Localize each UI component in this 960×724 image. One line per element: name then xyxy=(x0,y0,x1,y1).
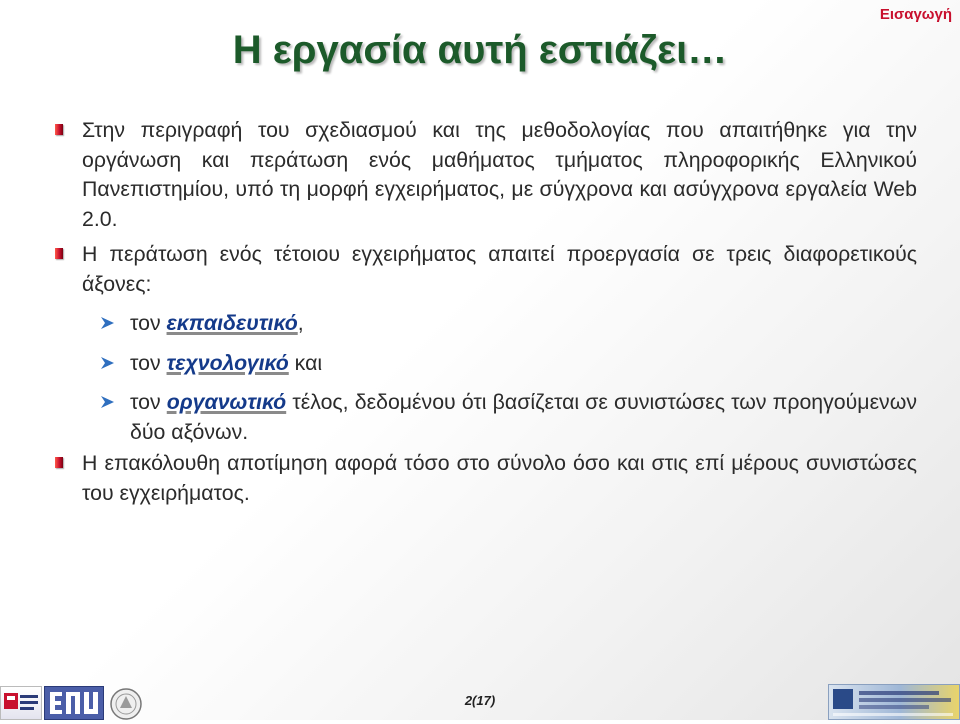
sub-bullet-prefix: τον xyxy=(130,350,167,375)
sub-bullet-item-3 xyxy=(82,388,917,447)
square-bullet-icon xyxy=(55,124,63,135)
sub-bullet-prefix: τον xyxy=(130,390,167,414)
sub-bullet-suffix: , xyxy=(297,311,304,335)
sub-bullet-suffix: και xyxy=(288,350,323,375)
sub-bullet-list xyxy=(82,309,917,447)
conference-banner-icon xyxy=(829,685,959,719)
conference-banner xyxy=(828,684,960,720)
arrow-bullet-icon xyxy=(100,356,115,370)
sub-bullet-item-1 xyxy=(82,309,917,339)
bullet-text: Στην περιγραφή του σχεδιασμού και της μεθοδολογίας που απαιτήθηκε για την οργάνωση και περάτωση ενός μαθήματος τμήματος πληροφορικής Ελληνικού Πανεπιστημίου, υπό τη μορφή εγχειρήματος, με σύγχρονα και ασύγχρονα εργαλεία Web 2.0. xyxy=(82,118,917,231)
arrow-bullet-icon xyxy=(100,395,115,409)
bullet-text: Η περάτωση ενός τέτοιου εγχειρήματος απαιτεί προεργασία σε τρεις διαφορετικούς άξονες: xyxy=(82,242,917,296)
square-bullet-icon xyxy=(55,457,63,468)
sub-bullet-item-2 xyxy=(82,349,917,379)
bullet-text: Η επακόλουθη αποτίμηση αφορά τόσο στο σύνολο όσο και στις επί μέρους συνιστώσες του εγχειρήματος. xyxy=(82,451,917,505)
square-bullet-icon xyxy=(55,248,63,259)
bullet-item-3 xyxy=(55,449,917,508)
sub-bullet-emphasis: τεχνολογικό xyxy=(166,350,289,375)
sub-bullet-emphasis: εκπαιδευτικό xyxy=(166,311,298,335)
page-number: 2(17) xyxy=(464,693,496,708)
arrow-bullet-icon xyxy=(100,316,115,330)
sub-bullet-prefix: τον xyxy=(130,311,167,335)
slide-title: Η εργασία αυτή εστιάζει… xyxy=(232,28,728,72)
bullet-item-1 xyxy=(55,116,917,234)
sub-bullet-emphasis: οργανωτικό xyxy=(166,390,287,414)
section-tag: Εισαγωγή xyxy=(879,6,952,23)
slide-body xyxy=(55,116,917,508)
sub-bullet-suffix: τέλος, δεδομένου ότι βασίζεται σε συνιστώσες των προηγούμενων δύο αξόνων. xyxy=(130,390,917,444)
bullet-item-2 xyxy=(55,240,917,299)
